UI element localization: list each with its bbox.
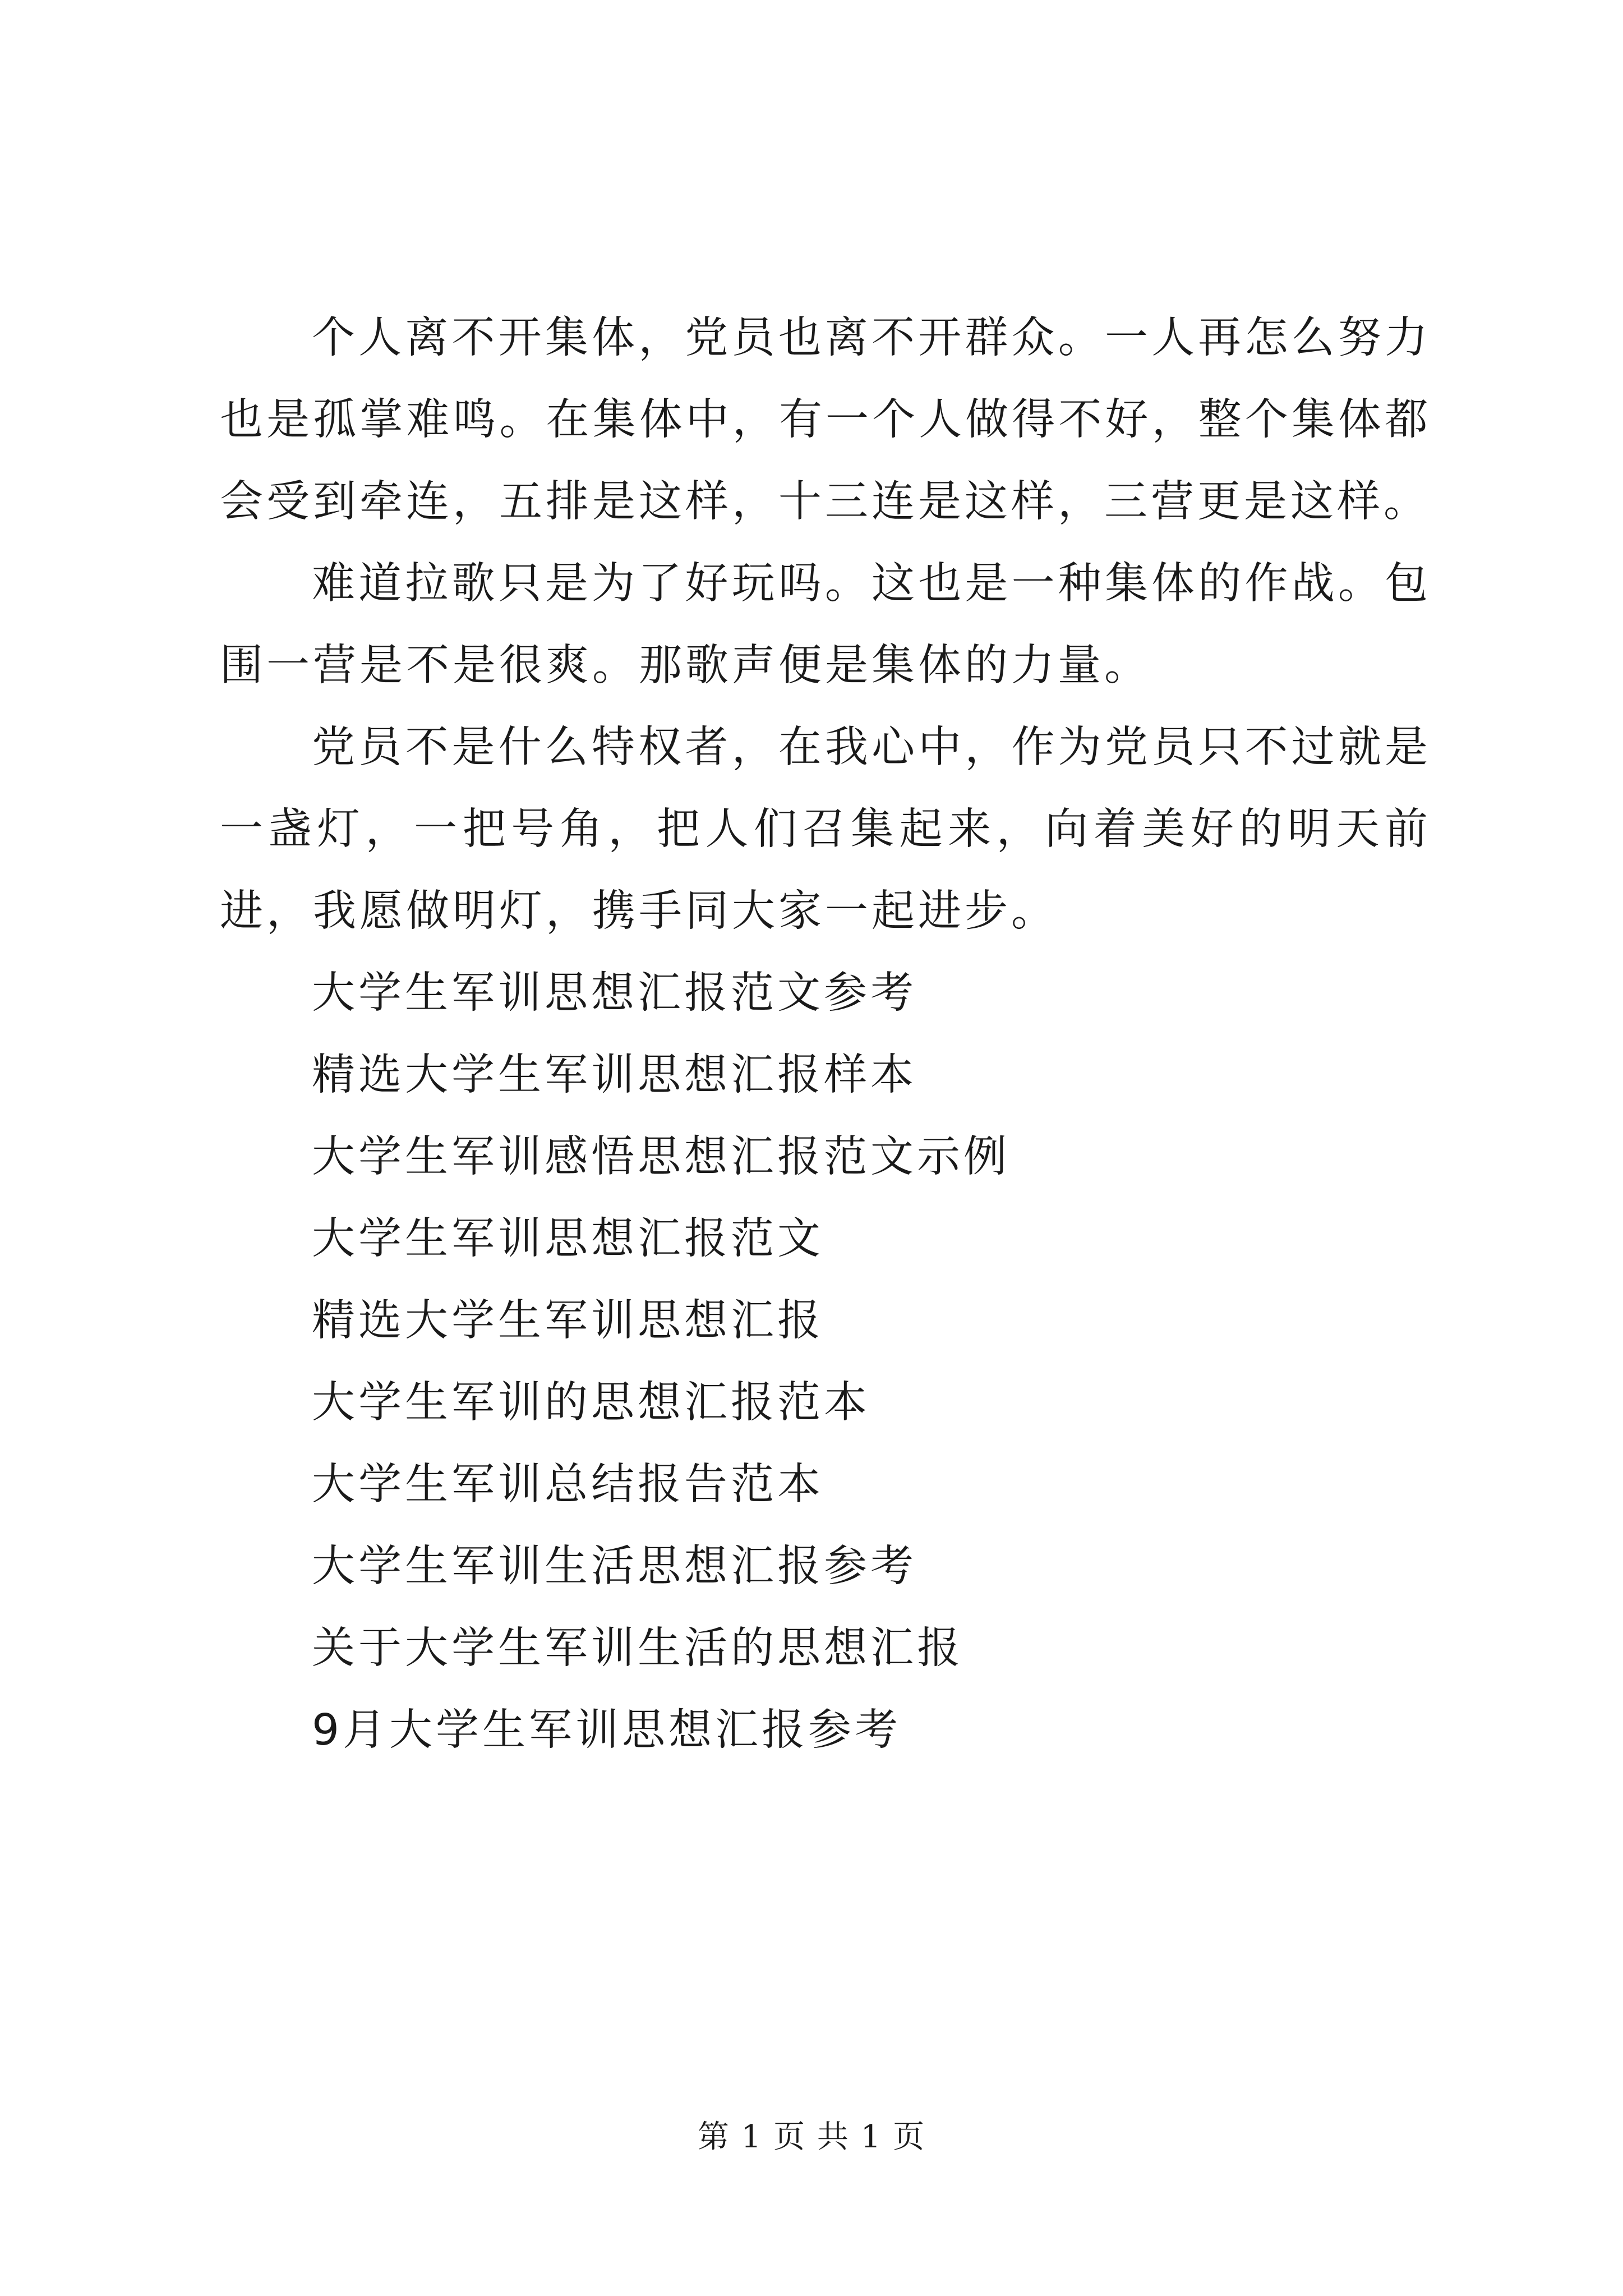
body-paragraph: 党员不是什么特权者，在我心中，作为党员只不过就是一盏灯，一把号角，把人们召集起来，向着美好的明天前进，我愿做明灯，携手同大家一起进步。 bbox=[220, 723, 1431, 936]
related-title: 大学生军训思想汇报范文 bbox=[312, 1214, 824, 1264]
related-title: 大学生军训生活思想汇报参考 bbox=[312, 1542, 917, 1591]
page-footer: 第 1 页 共 1 页 bbox=[697, 2119, 926, 2155]
related-title: 大学生军训总结报告范本 bbox=[312, 1460, 824, 1510]
related-title: 关于大学生军训生活的思想汇报 bbox=[312, 1623, 963, 1673]
related-title: 精选大学生军训思想汇报样本 bbox=[312, 1050, 917, 1100]
body-paragraph: 个人离不开集体，党员也离不开群众。一人再怎么努力也是孤掌难鸣。在集体中，有一个人做得不好，整个集体都会受到牵连，五排是这样，十三连是这样，三营更是这样。 bbox=[220, 313, 1431, 527]
related-title: 大学生军训的思想汇报范本 bbox=[312, 1378, 870, 1428]
related-titles-list bbox=[220, 953, 1431, 1772]
related-title: 大学生军训感悟思想汇报范文示例 bbox=[312, 1132, 1010, 1182]
related-title: 精选大学生军训思想汇报 bbox=[312, 1296, 824, 1346]
body-paragraph: 难道拉歌只是为了好玩吗。这也是一种集体的作战。包围一营是不是很爽。那歌声便是集体的力量。 bbox=[220, 559, 1431, 691]
related-title: 大学生军训思想汇报范文参考 bbox=[312, 968, 917, 1018]
related-title: 9月大学生军训思想汇报参考 bbox=[312, 1705, 901, 1755]
document-body bbox=[220, 297, 1431, 1772]
